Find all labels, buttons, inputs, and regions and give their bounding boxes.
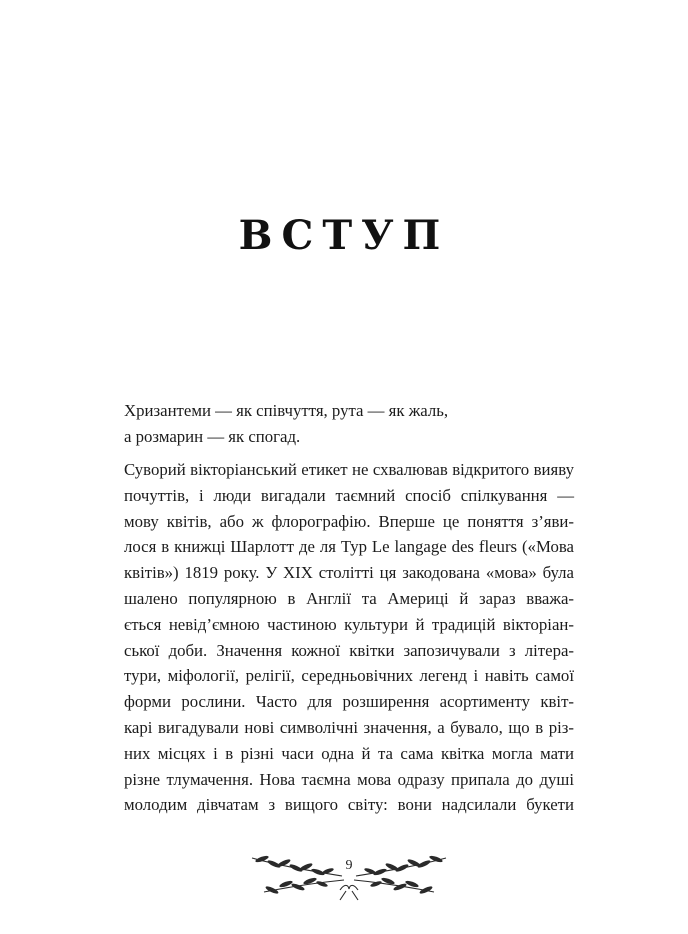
text-line: ської доби. Значення кожної квітки запозичували з літера- — [124, 640, 574, 660]
text-line: тури, міфології, релігії, середньовічних легенд і навіть самої — [124, 666, 574, 686]
page-footer — [244, 846, 454, 902]
text-line: молодим дівчатам з вищого світу: вони надсилали букети — [124, 795, 574, 815]
text-line: форми рослини. Часто для розширення асортименту квіт- — [124, 692, 574, 712]
text-line: почуттів, і люди вигадали таємний спосіб спілкування — — [124, 485, 574, 505]
text-line: лося в книжці Шарлотт де ля Тур Le langage des fleurs («Мова — [124, 537, 574, 557]
text-line: них місцях і в різні часи одна й та сама квітка могла мати — [124, 743, 574, 763]
text-line: ється невід’ємною частиною культури й традицій вікторіан- — [124, 614, 574, 634]
epigraph-line: а розмарин — як спогад. — [124, 426, 301, 446]
body-paragraph — [124, 457, 574, 818]
laurel-ornament-icon — [244, 846, 454, 902]
chapter-title: ВСТУП — [238, 212, 450, 259]
text-line: квітів») 1819 року. У XIX столітті ця закодована «мова» була — [124, 563, 574, 583]
epigraph-line: Хризантеми — як співчуття, рута — як жаль, — [124, 401, 449, 420]
text-line: різне тлумачення. Нова таємна мова одразу припала до душі — [124, 769, 574, 789]
text-line: шалено популярною в Англії та Америці й зараз вважа- — [124, 588, 574, 608]
text-line: карі вигадували нові символічні значення, а бувало, що в різ- — [124, 717, 574, 737]
page-number: 9 — [345, 858, 353, 873]
epigraph — [124, 398, 574, 449]
text-line: мову квітів, або ж флорографію. Вперше це поняття з’яви- — [124, 511, 574, 531]
text-line: Суворий вікторіанський етикет не схвалював відкритого вияву — [124, 460, 574, 479]
